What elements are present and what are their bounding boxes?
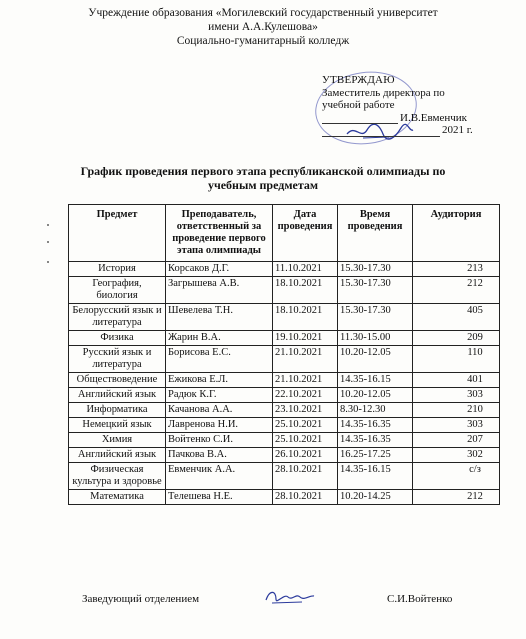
approval-year: 2021 г. — [442, 124, 473, 136]
cell-teacher: Корсаков Д.Г. — [166, 262, 273, 277]
cell-teacher: Войтенко С.И. — [166, 433, 273, 448]
header-teacher: Преподаватель, ответственный за проведение первого этапа олимпиады — [166, 205, 273, 262]
cell-subject: Немецкий язык — [69, 418, 166, 433]
table-row — [69, 463, 500, 490]
cell-time: 10.20-12.05 — [338, 388, 413, 403]
cell-subject: Физика — [69, 331, 166, 346]
cell-subject: Белорусский язык и литература — [69, 304, 166, 331]
footer-position: Заведующий отделением — [82, 593, 200, 605]
olympiad-schedule-table — [68, 204, 500, 505]
cell-time: 14.35-16.15 — [338, 373, 413, 388]
cell-room: 209 — [413, 331, 500, 346]
cell-date: 28.10.2021 — [273, 463, 338, 490]
cell-room: 303 — [413, 418, 500, 433]
cell-time: 15.30-17.30 — [338, 262, 413, 277]
approval-date-line — [322, 124, 512, 137]
cell-teacher: Лавренова Н.И. — [166, 418, 273, 433]
cell-time: 10.20-14.25 — [338, 490, 413, 505]
cell-date: 22.10.2021 — [273, 388, 338, 403]
cell-time: 14.35-16.35 — [338, 433, 413, 448]
cell-room: 405 — [413, 304, 500, 331]
table-row — [69, 346, 500, 373]
header-line-1: Учреждение образования «Могилевский государственный университет — [88, 7, 438, 19]
table-row — [69, 418, 500, 433]
cell-room: 110 — [413, 346, 500, 373]
cell-subject: География, биология — [69, 277, 166, 304]
header-date: Дата проведения — [273, 205, 338, 262]
cell-subject: Информатика — [69, 403, 166, 418]
cell-teacher: Борисова Е.С. — [166, 346, 273, 373]
cell-teacher: Ежикова Е.Л. — [166, 373, 273, 388]
cell-teacher: Качанова А.А. — [166, 403, 273, 418]
cell-time: 10.20-12.05 — [338, 346, 413, 373]
cell-date: 21.10.2021 — [273, 346, 338, 373]
cell-date: 19.10.2021 — [273, 331, 338, 346]
cell-subject: Обществоведение — [69, 373, 166, 388]
cell-date: 18.10.2021 — [273, 277, 338, 304]
table-row — [69, 277, 500, 304]
cell-teacher: Шевелева Т.Н. — [166, 304, 273, 331]
table-row — [69, 490, 500, 505]
cell-subject: Английский язык — [69, 448, 166, 463]
cell-room: 210 — [413, 403, 500, 418]
table-row — [69, 304, 500, 331]
cell-room: 212 — [413, 277, 500, 304]
cell-subject: Английский язык — [69, 388, 166, 403]
cell-date: 18.10.2021 — [273, 304, 338, 331]
cell-date: 23.10.2021 — [273, 403, 338, 418]
approval-signer-name: И.В.Евменчик — [400, 111, 467, 124]
header-time: Время проведения — [338, 205, 413, 262]
header-line-3: Социально-гуманитарный колледж — [176, 35, 350, 47]
cell-time: 15.30-17.30 — [338, 277, 413, 304]
cell-date: 26.10.2021 — [273, 448, 338, 463]
cell-time: 14.35-16.35 — [338, 418, 413, 433]
cell-date: 25.10.2021 — [273, 418, 338, 433]
cell-date: 25.10.2021 — [273, 433, 338, 448]
cell-date: 11.10.2021 — [273, 262, 338, 277]
approval-position-line1: Заместитель директора по — [322, 86, 445, 99]
header-line-2: имени А.А.Кулешова» — [208, 21, 318, 33]
header-subject: Предмет — [69, 205, 166, 262]
approval-title: УТВЕРЖДАЮ — [322, 74, 395, 86]
approval-position-line2: учебной работе — [322, 99, 395, 111]
table-row — [69, 388, 500, 403]
table-row — [69, 262, 500, 277]
table-row — [69, 373, 500, 388]
cell-room: 302 — [413, 448, 500, 463]
cell-teacher: Радюк К.Г. — [166, 388, 273, 403]
cell-date: 28.10.2021 — [273, 490, 338, 505]
table-row — [69, 433, 500, 448]
table-row — [69, 448, 500, 463]
cell-subject: Русский язык и литература — [69, 346, 166, 373]
table-row — [69, 403, 500, 418]
cell-date: 21.10.2021 — [273, 373, 338, 388]
header-room: Аудитория — [413, 205, 500, 262]
approval-block — [322, 74, 512, 137]
cell-teacher: Телешева Н.Е. — [166, 490, 273, 505]
cell-teacher: Пачкова В.А. — [166, 448, 273, 463]
cell-teacher: Жарин В.А. — [166, 331, 273, 346]
cell-room: 212 — [413, 490, 500, 505]
cell-room: с/з — [413, 463, 500, 490]
cell-subject: Химия — [69, 433, 166, 448]
table-row — [69, 331, 500, 346]
table-header-row — [69, 205, 500, 262]
document-title: График проведения первого этапа республиканской олимпиады по учебным предметам — [80, 164, 446, 192]
cell-time: 8.30-12.30 — [338, 403, 413, 418]
head-signature — [262, 585, 318, 607]
cell-room: 213 — [413, 262, 500, 277]
footer-name: С.И.Войтенко — [387, 593, 453, 605]
cell-time: 16.25-17.25 — [338, 448, 413, 463]
cell-time: 15.30-17.30 — [338, 304, 413, 331]
approval-signature-line — [322, 112, 512, 125]
cell-subject: Физическая культура и здоровье — [69, 463, 166, 490]
cell-teacher: Загрышева А.В. — [166, 277, 273, 304]
margin-marks — [44, 220, 52, 270]
cell-room: 207 — [413, 433, 500, 448]
cell-subject: История — [69, 262, 166, 277]
institution-header — [0, 6, 526, 48]
cell-time: 14.35-16.15 — [338, 463, 413, 490]
cell-subject: Математика — [69, 490, 166, 505]
cell-room: 303 — [413, 388, 500, 403]
cell-time: 11.30-15.00 — [338, 331, 413, 346]
cell-teacher: Евменчик А.А. — [166, 463, 273, 490]
cell-room: 401 — [413, 373, 500, 388]
